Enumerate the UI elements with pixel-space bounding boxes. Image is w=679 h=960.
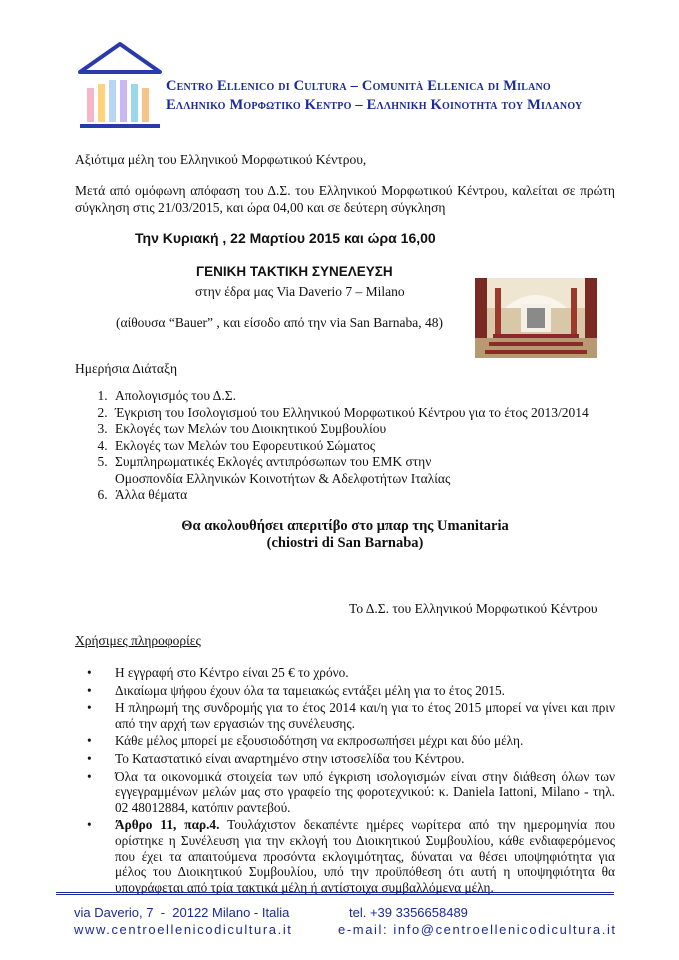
agenda-item: 6. Άλλα θέματα: [111, 487, 620, 504]
info-item: • Το Καταστατικό είναι αναρτημένο στην ιστοσελίδα του Κέντρου.: [87, 750, 465, 766]
info-list: [75, 665, 615, 897]
signature: Το Δ.Σ. του Ελληνικού Μορφωτικού Κέντρου: [349, 601, 598, 616]
info-item: • Κάθε μέλος μπορεί με εξουσιοδότηση να εκπροσωπήσει μέχρι και δύο μέλη.: [87, 733, 524, 749]
info-item: • Δικαίωμα ψήφου έχουν όλα τα ταμειακώς εντάξει μέλη για το έτος 2015.: [87, 682, 505, 698]
bullet-icon: •: [87, 682, 92, 698]
agenda-item: 4. Εκλογές των Μελών του Εφορευτικού Σώματος: [111, 438, 620, 455]
footer-address: via Daverio, 7 - 20122 Milano - Italia: [74, 905, 290, 920]
agenda-list: [75, 388, 620, 504]
bullet-icon: •: [87, 665, 92, 680]
assembly-title: ΓΕΝΙΚΗ ΤΑΚΤΙΚΗ ΣΥΝΕΛΕΥΣΗ: [196, 264, 393, 279]
agenda-item: 3. Εκλογές των Μελών του Διοικητικού Συμβουλίου: [111, 421, 620, 438]
agenda-title: Ημερήσια Διάταξη: [75, 361, 178, 376]
footer-website[interactable]: www.centroellenicodicultura.it: [74, 922, 293, 937]
header-line-greek: Ελληνικο Μορφωτικο Κεντρο – Ελληνικη Κοινοτητα του Μιλανου: [166, 97, 583, 113]
header-line-italian: Centro Ellenico di Cultura – Comunità Ellenica di Milano: [166, 78, 551, 94]
intro-paragraph: Μετά από ομόφωνη απόφαση του Δ.Σ. του Ελληνικού Μορφωτικού Κέντρου, καλείται σε πρώτη σύγκληση στις 21/03/2015, και ώρα 04,00 και σε δεύτερη σύγκληση: [75, 183, 615, 215]
info-item: • Όλα τα οικονομικά στοιχεία των υπό έγκριση ισολογισμών είναι στην διάθεση όλων των εγγεγραμμένων μελών μας στο γραφείο της φοροτεχνικού: κ. Daniela Iattoni, Milano - τηλ. 02 48012884, κατόπιν ραντεβού.: [87, 768, 615, 815]
centro-ellenico-logo: [74, 40, 166, 130]
venue-line: στην έδρα μας Via Daverio 7 – Milano: [195, 284, 405, 299]
agenda-item: 5. Συμπληρωματικές Εκλογές αντιπρόσωπων του ΕΜΚ στην Ομοσπονδία Ελληνικών Κοινοτήτων & Αδελφοτήτων Ιταλίας: [111, 454, 455, 487]
footer-phone: tel. +39 3356658489: [349, 905, 468, 920]
meeting-date: Την Κυριακή , 22 Μαρτίου 2015 και ώρα 16,00: [135, 230, 436, 246]
info-item: • Άρθρο 11, παρ.4. Τουλάχιστον δεκαπέντε ημέρες νωρίτερα από την ημερομηνία που ορίστηκε η Συνέλευση για την εκλογή του Διοικητικού Συμβουλίου, κάθε ενδιαφερόμενος που έχει τα απαιτούμενα προσόντα εκλογιμότητας, δύναται να θέσει υποψηφιότητα για μέλος του Διοικητικού Συμβουλίου, υπό την προϋπόθεση ότι αυτή η υποψηφιότητα θα υπογράφεται από τρία τακτικά μέλη ή αντίστοιχα συμβαλλόμενα μέλη.: [87, 817, 616, 895]
agenda-item: 1. Απολογισμός του Δ.Σ.: [111, 388, 620, 405]
greeting: Αξιότιμα μέλη του Ελληνικού Μορφωτικού Κέντρου,: [75, 152, 367, 167]
hall-photo: [475, 278, 597, 358]
footer-divider: [56, 892, 614, 895]
info-item: • Η πληρωμή της συνδρομής για το έτος 2014 και/η για το έτος 2015 μπορεί να γίνει και πριν από την αρχή των εργασιών της συνέλευσης.: [87, 700, 615, 731]
agenda-item: 2. Έγκριση του Ισολογισμού του Ελληνικού Μορφωτικού Κέντρου για το έτος 2013/2014: [111, 405, 620, 422]
bullet-icon: •: [87, 768, 92, 784]
aperitivo-line-2: (chiostri di San Barnaba): [266, 535, 424, 551]
bullet-icon: •: [87, 750, 92, 766]
info-item: • Η εγγραφή στο Κέντρο είναι 25 € το χρόνο.: [87, 665, 349, 680]
venue-note: (αίθουσα “Bauer” , και είσοδο από την via San Barnaba, 48): [116, 315, 443, 330]
aperitivo-note: [75, 518, 615, 552]
article-ref: Άρθρο 11, παρ.4.: [115, 817, 220, 833]
bullet-icon: •: [87, 817, 92, 833]
bullet-icon: •: [87, 700, 92, 716]
info-title: Χρήσιμες πληροφορίες: [75, 633, 201, 648]
bullet-icon: •: [87, 733, 92, 749]
footer-email[interactable]: e-mail: info@centroellenicodicultura.it: [338, 922, 617, 937]
aperitivo-line-1: Θα ακολουθήσει απεριτίβο στο μπαρ της Umanitaria: [181, 518, 509, 534]
